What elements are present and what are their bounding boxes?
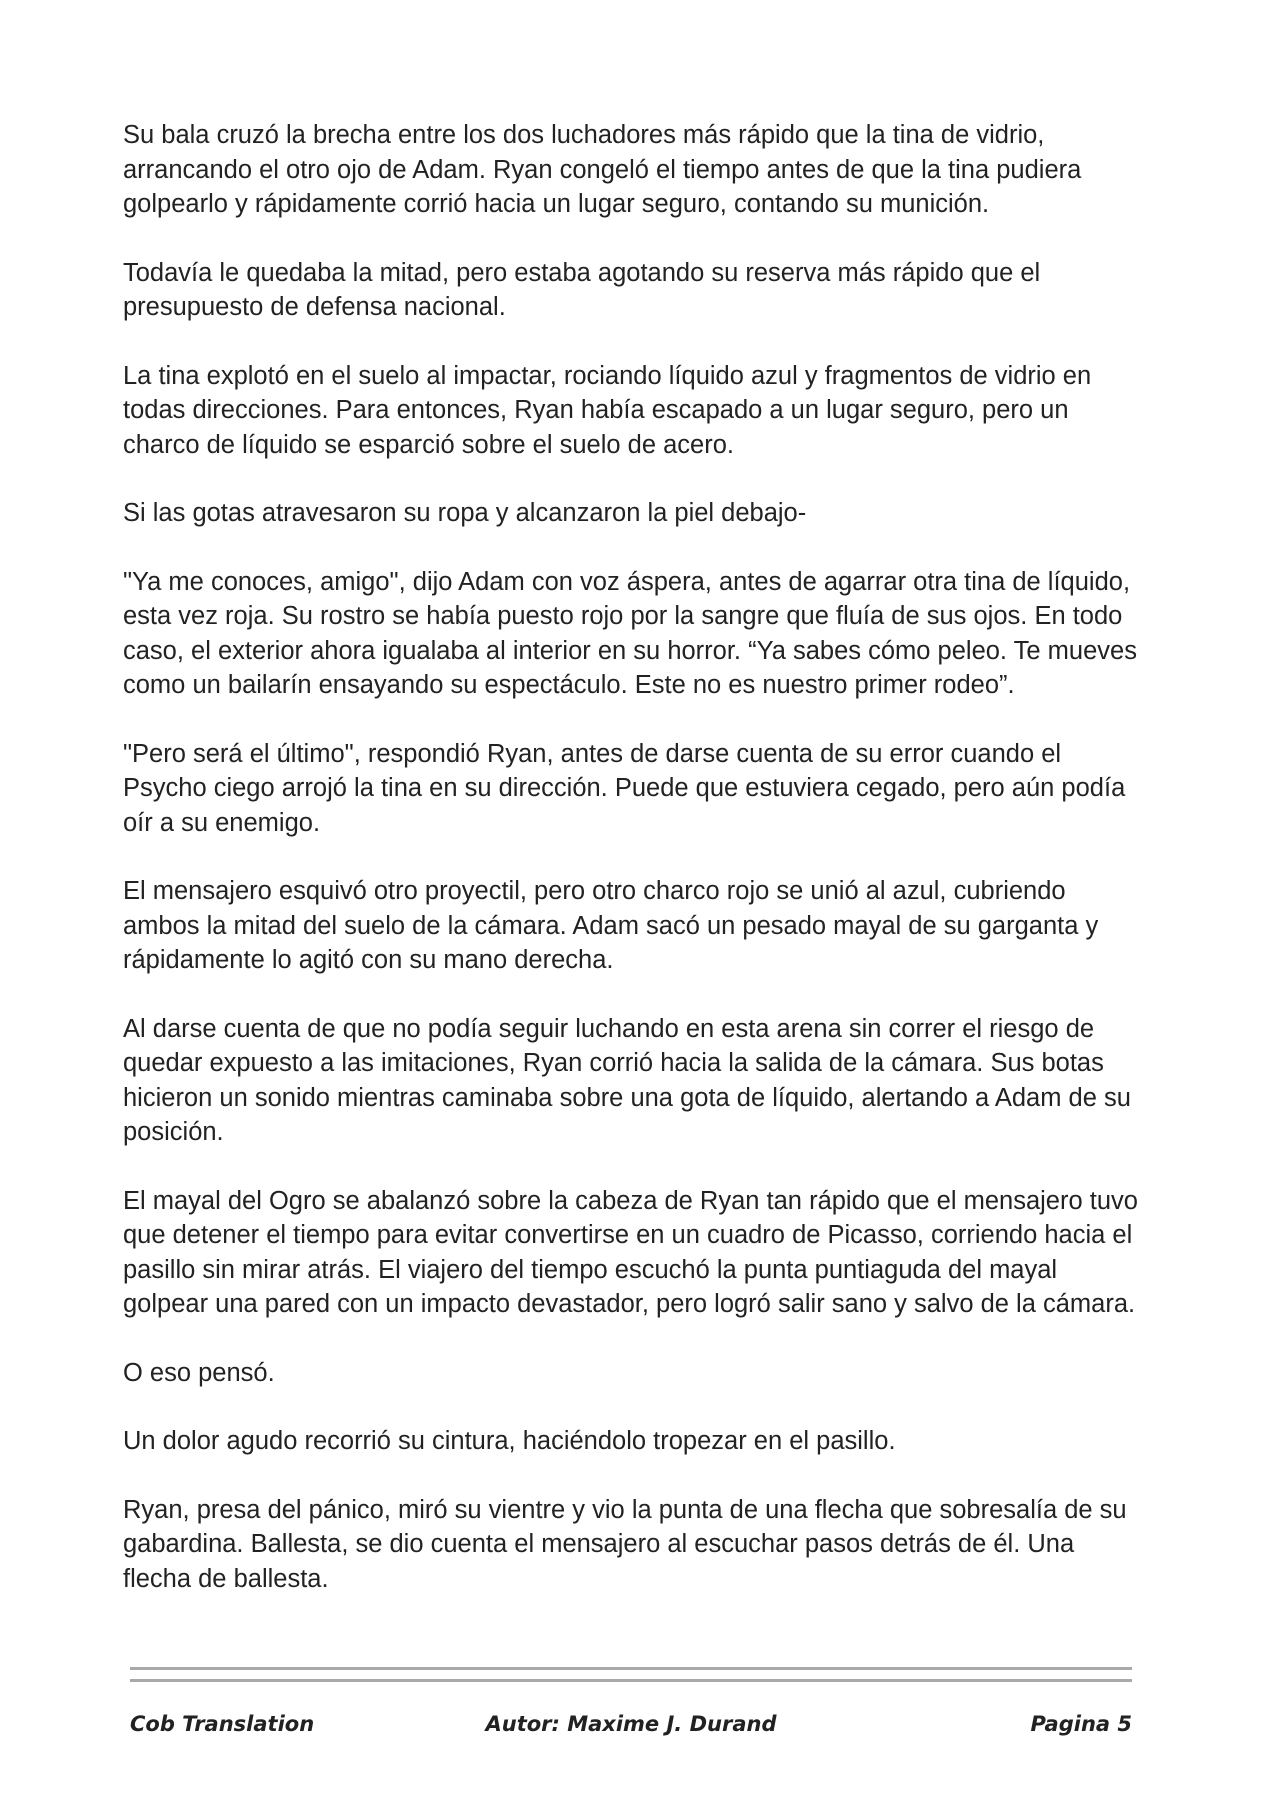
- paragraph: Un dolor agudo recorrió su cintura, haciéndolo tropezar en el pasillo.: [123, 1427, 896, 1455]
- paragraph: "Ya me conoces, amigo", dijo Adam con voz áspera, antes de agarrar otra tina de líquido, esta vez roja. Su rostro se había puesto rojo por la sangre que fluía de sus ojos. En todo caso, el exterior ahora igualaba al interior en su horror. “Ya sabes cómo peleo. Te mueves como un bailarín ensayando su espectáculo. Este no es nuestro primer rodeo”.: [123, 567, 1137, 699]
- paragraph: El mensajero esquivó otro proyectil, pero otro charco rojo se unió al azul, cubriendo ambos la mitad del suelo de la cámara. Adam sacó un pesado mayal de su garganta y rápidamente lo agitó con su mano derecha.: [123, 877, 1099, 974]
- footer-translator: Cob Translation: [130, 1712, 315, 1736]
- paragraph: La tina explotó en el suelo al impactar, rociando líquido azul y fragmentos de vidrio en todas direcciones. Para entonces, Ryan había escapado a un lugar seguro, pero un charco de líquido se esparció sobre el suelo de acero.: [123, 361, 1092, 459]
- paragraph: Al darse cuenta de que no podía seguir luchando en esta arena sin correr el riesgo de quedar expuesto a las imitaciones, Ryan corrió hacia la salida de la cámara. Sus botas hicieron un sonido mientras caminaba sobre una gota de líquido, alertando a Adam de su posición.: [123, 1014, 1131, 1146]
- paragraph: Ryan, presa del pánico, miró su vientre y vio la punta de una flecha que sobresalía de su gabardina. Ballesta, se dio cuenta el mensajero al escuchar pasos detrás de él. Una flecha de ballesta.: [123, 1495, 1127, 1593]
- paragraph: Todavía le quedaba la mitad, pero estaba agotando su reserva más rápido que el presupuesto de defensa nacional.: [123, 258, 1041, 321]
- footer-author: Autor: Maxime J. Durand: [485, 1712, 777, 1736]
- page-body: [123, 118, 1139, 1630]
- footer-page-number: Pagina 5: [1030, 1712, 1132, 1736]
- page-footer: [130, 1712, 1132, 1748]
- paragraph: Si las gotas atravesaron su ropa y alcanzaron la piel debajo-: [123, 499, 807, 527]
- footer-divider-top: [130, 1667, 1132, 1670]
- paragraph: O eso pensó.: [123, 1358, 275, 1387]
- footer-divider-bottom: [130, 1679, 1132, 1682]
- paragraph: Su bala cruzó la brecha entre los dos luchadores más rápido que la tina de vidrio, arrancando el otro ojo de Adam. Ryan congeló el tiempo antes de que la tina pudiera golpearlo y rápidamente corrió hacia un lugar seguro, contando su munición.: [123, 121, 1082, 218]
- paragraph: El mayal del Ogro se abalanzó sobre la cabeza de Ryan tan rápido que el mensajero tuvo que detener el tiempo para evitar convertirse en un cuadro de Picasso, corriendo hacia el pasillo sin mirar atrás. El viajero del tiempo escuchó la punta puntiaguda del mayal golpear una pared con un impacto devastador, pero logró salir sano y salvo de la cámara.: [123, 1186, 1138, 1318]
- paragraph: "Pero será el último", respondió Ryan, antes de darse cuenta de su error cuando el Psycho ciego arrojó la tina en su dirección. Puede que estuviera cegado, pero aún podía oír a su enemigo.: [123, 739, 1126, 837]
